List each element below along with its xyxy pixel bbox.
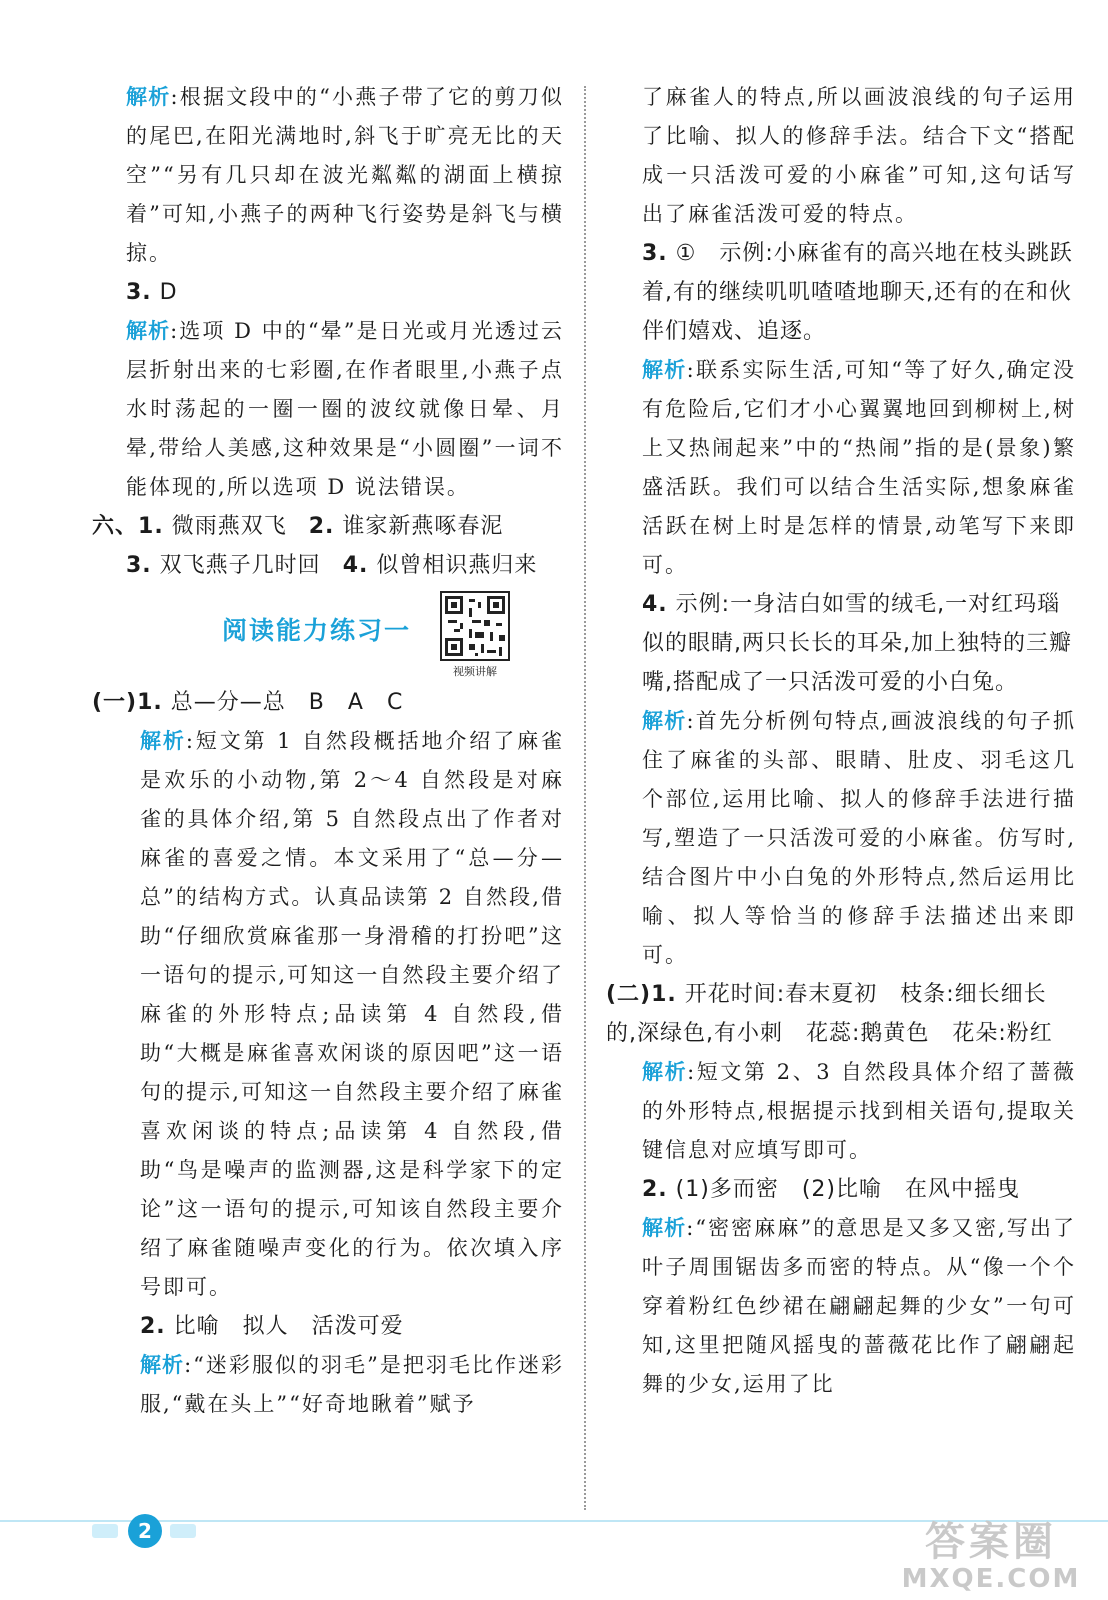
answer-3: 3. D (126, 280, 178, 305)
analysis-block (606, 351, 1076, 585)
right-column (606, 78, 1076, 1404)
column-divider (584, 86, 586, 1510)
answer-4: 4. 示例:一身洁白如雪的绒毛,一对红玛瑙似的眼睛,两只长长的耳朵,加上独特的三瓣嘴,搭配成了一只活泼可爱的小白兔。 (642, 592, 1072, 695)
analysis-block (92, 78, 564, 273)
analysis-text: :短文第 1 自然段概括地介绍了麻雀是欢乐的小动物,第 2～4 自然段是对麻雀的具体介绍,第 5 自然段点出了作者对麻雀的喜爱之情。本文采用了“总—分—总”的结构方式。认真品读第 2 自然段,借助“仔细欣赏麻雀那一身滑稽的打扮吧”这一语句的提示,可知这一自然段主要介绍了麻雀的外形特点;品读第 4 自然段,借助“大概是麻雀喜欢闲谈的原因吧”这一语句的提示,可知这一自然段主要介绍了麻雀喜欢闲谈的特点;品读第 4 自然段,借助“鸟是噪声的监测器,这是科学家下的定论”这一语句的提示,可知该自然段主要介绍了麻雀随噪声变化的行为。依次填入序号即可。 (140, 729, 565, 1299)
analysis-tag: 解析 (642, 709, 687, 733)
analysis-tag: 解析 (642, 1216, 687, 1240)
analysis-text: :联系实际生活,可知“等了好久,确定没有危险后,它们才小心翼翼地回到柳树上,树上又热闹起来”中的“热闹”指的是(景象)繁盛活跃。我们可以结合生活实际,想象麻雀活跃在树上时是怎样的情景,动笔写下来即可。 (642, 358, 1076, 577)
part2-q1: (二)1. 开花时间:春末夏初 枝条:细长细长的,深绿色,有小刺 花蕊:鹅黄色 花朵:粉红 (606, 982, 1053, 1046)
qr-code-icon (442, 593, 508, 659)
analysis-block (606, 1209, 1076, 1404)
analysis-text: :首先分析例句特点,画波浪线的句子抓住了麻雀的头部、眼睛、肚皮、羽毛这几个部位,运用比喻、拟人的修辞手法进行描写,塑造了一只活泼可爱的小麻雀。仿写时,结合图片中小白兔的外形特点,然后运用比喻、拟人等恰当的修辞手法描述出来即可。 (642, 709, 1077, 967)
analysis-block (92, 1346, 564, 1424)
analysis-continued: 了麻雀人的特点,所以画波浪线的句子运用了比喻、拟人的修辞手法。结合下文“搭配成一只活泼可爱的小麻雀”可知,这句话写出了麻雀活泼可爱的特点。 (642, 85, 1076, 226)
qr-label: 视频讲解 (453, 665, 497, 678)
footer-decoration-icon (92, 1524, 118, 1538)
analysis-text: :“迷彩服似的羽毛”是把羽毛比作迷彩服,“戴在头上”“好奇地瞅着”赋予 (140, 1353, 565, 1416)
watermark-top: 答案圈 (925, 1519, 1057, 1565)
analysis-tag: 解析 (642, 1060, 688, 1084)
section-six-line1: 六、1. 微雨燕双飞 2. 谁家新燕啄春泥 (92, 514, 504, 539)
analysis-text: :根据文段中的“小燕子带了它的剪刀似的尾巴,在阳光满地时,斜飞于旷亮无比的天空”“另有几只却在波光粼粼的湖面上横掠着”可知,小燕子的两种飞行姿势是斜飞与横掠。 (126, 85, 565, 265)
answer-3: 3. ① 示例:小麻雀有的高兴地在枝头跳跃着,有的继续叽叽喳喳地聊天,还有的在和伙伴们嬉戏、追逐。 (642, 241, 1073, 344)
analysis-block (92, 312, 564, 507)
part1-q1: (一)1. 总—分—总 B A C (92, 690, 404, 715)
analysis-text: :“密密麻麻”的意思是又多又密,写出了叶子周围锯齿多而密的特点。从“像一个个穿着粉红色纱裙在翩翩起舞的少女”一句可知,这里把随风摇曳的蔷薇花比作了翩翩起舞的少女,运用了比 (642, 1216, 1076, 1396)
section-header (92, 591, 564, 678)
qr-code[interactable] (440, 591, 510, 661)
analysis-text: :短文第 2、3 自然段具体介绍了蔷薇的外形特点,根据提示找到相关语句,提取关键信息对应填写即可。 (642, 1060, 1077, 1162)
analysis-block (606, 1053, 1076, 1170)
analysis-tag: 解析 (140, 1353, 185, 1377)
left-column (92, 78, 564, 1424)
analysis-block (92, 722, 564, 1307)
analysis-block (606, 702, 1076, 975)
analysis-text: :选项 D 中的“晕”是日光或月光透过云层折射出来的七彩圈,在作者眼里,小燕子点水时荡起的一圈一圈的波纹就像日晕、月晕,带给人美感,这种效果是“小圆圈”一词不能体现的,所以选项 D 说法错误。 (126, 319, 565, 499)
part1-q2: 2. 比喻 拟人 活泼可爱 (140, 1314, 404, 1339)
page-number: 2 (128, 1514, 162, 1548)
section-six-line2: 3. 双飞燕子几时回 4. 似曾相识燕归来 (126, 553, 538, 578)
footer-decoration-icon (170, 1524, 196, 1538)
watermark-bottom: MXQE.COM (901, 1564, 1081, 1594)
section-title: 阅读能力练习一 (222, 616, 412, 645)
analysis-tag: 解析 (126, 85, 171, 109)
part2-q2: 2. (1)多而密 (2)比喻 在风中摇曳 (642, 1177, 1020, 1202)
analysis-tag: 解析 (642, 358, 687, 382)
watermark (896, 1520, 1086, 1594)
analysis-tag: 解析 (140, 729, 186, 753)
analysis-tag: 解析 (126, 319, 171, 343)
